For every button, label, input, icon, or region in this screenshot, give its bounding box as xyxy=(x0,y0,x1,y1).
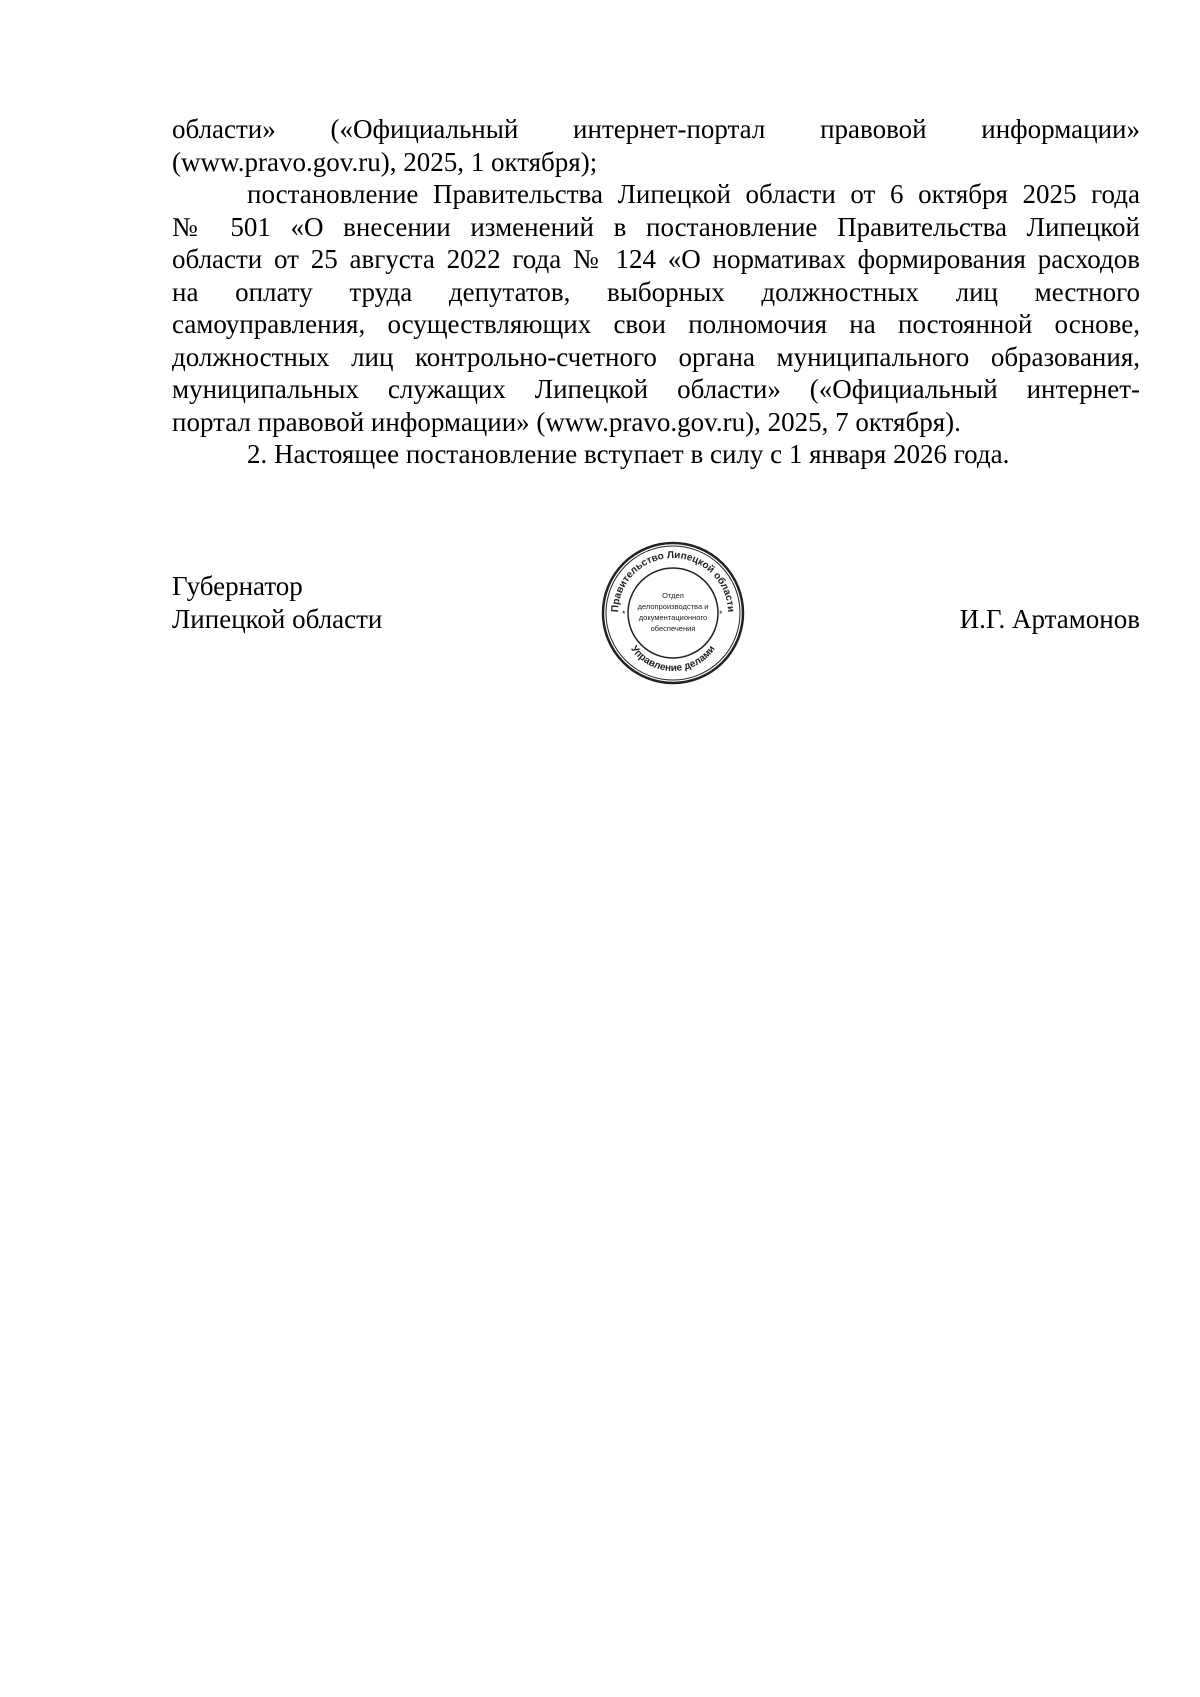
signatory-name: И.Г. Артамонов xyxy=(959,604,1140,634)
stamp-star-right-icon: * xyxy=(719,609,723,619)
signatory-title-line-2: Липецкой области xyxy=(172,603,383,634)
paragraph-2-line-6: должностных лиц контрольно-счетного органа муниципального образования, xyxy=(172,341,1140,372)
stamp-star-left-icon: * xyxy=(622,609,626,619)
signatory-title xyxy=(172,570,382,635)
stamp-inner-line-1: Отдел xyxy=(662,591,684,600)
stamp-outer-text-top: Правительство Липецкой области xyxy=(609,549,737,613)
paragraph-2-line-4: на оплату труда депутатов, выборных должностных лиц местного xyxy=(172,276,1140,307)
stamp-outer-text-bottom: Управление делами xyxy=(628,643,718,675)
svg-text:Управление делами xyxy=(628,644,717,674)
stamp-inner-line-4: обеспечения xyxy=(650,624,696,633)
paragraph-2-line-3: области от 25 августа 2022 года № 124 «О нормативах формирования расходов xyxy=(172,244,1140,274)
paragraph-2-line-5: самоуправления, осуществляющих свои полномочия на постоянной основе, xyxy=(172,309,1140,339)
paragraph-2-line-1: постановление Правительства Липецкой области от 6 октября 2025 года xyxy=(247,179,1140,209)
stamp-inner-line-3: документационного xyxy=(638,613,708,622)
paragraph-2-line-2: № 501 «О внесении изменений в постановление Правительства Липецкой xyxy=(172,211,1140,242)
paragraph-2-line-7: муниципальных служащих Липецкой области» («Официальный интернет- xyxy=(172,374,1140,404)
stamp-inner-line-2: делопроизводства и xyxy=(637,602,709,611)
official-stamp xyxy=(600,540,746,686)
signatory-title-line-1: Губернатор xyxy=(172,571,303,601)
paragraph-3: 2. Настоящее постановление вступает в силу с 1 января 2026 года. xyxy=(247,439,1010,469)
paragraph-1-line-2: (www.pravo.gov.ru), 2025, 1 октября); xyxy=(172,146,598,177)
paragraph-1-line-1: области» («Официальный интернет-портал правовой информации» xyxy=(172,114,1140,144)
paragraph-2-line-8: портал правовой информации» (www.pravo.gov.ru), 2025, 7 октября). xyxy=(172,406,961,437)
document-body xyxy=(172,113,1140,471)
